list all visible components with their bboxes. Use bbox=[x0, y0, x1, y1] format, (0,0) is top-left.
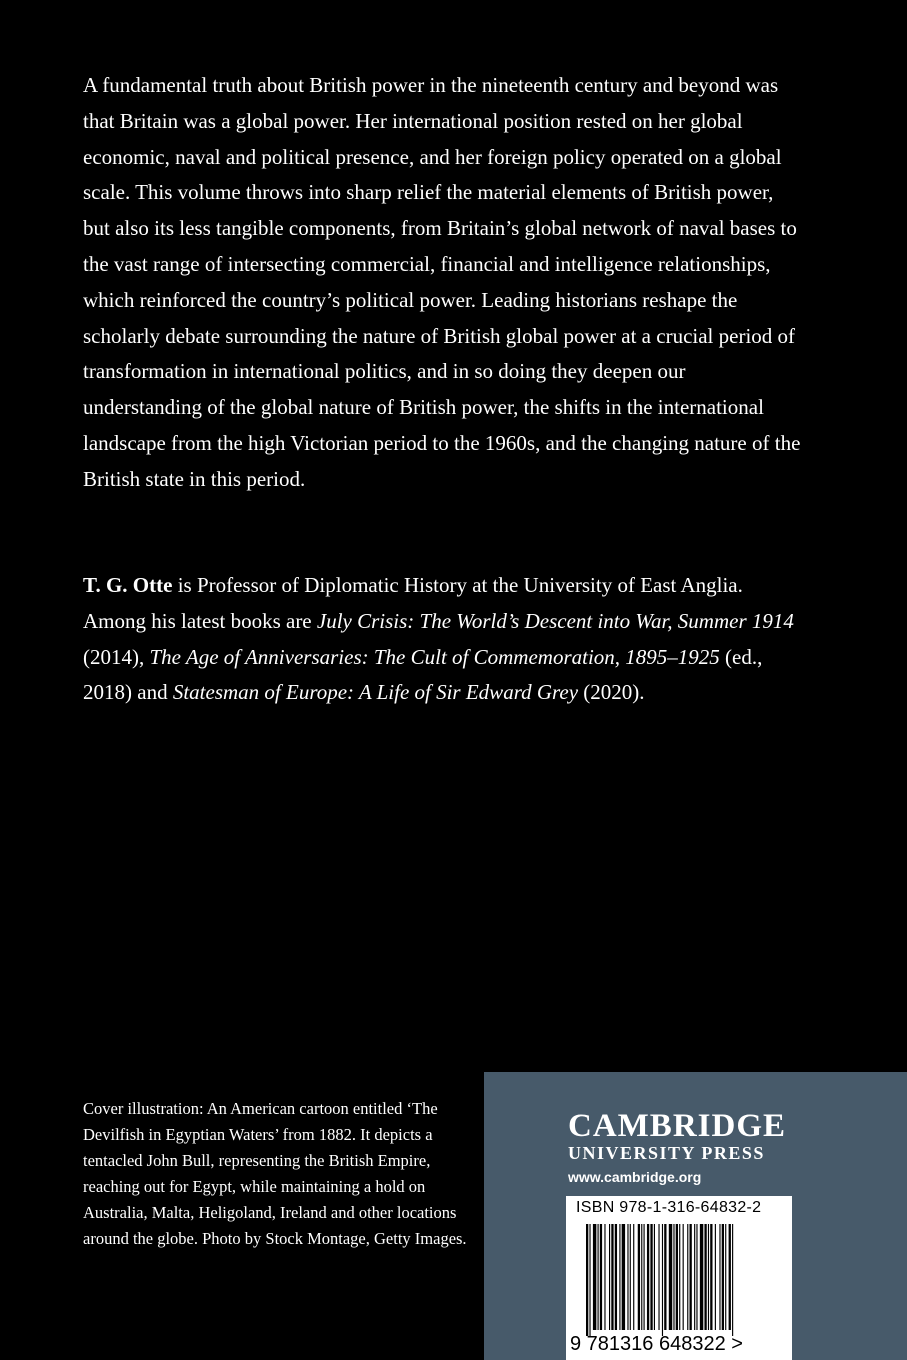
publisher-url: www.cambridge.org bbox=[568, 1169, 702, 1185]
bio-text-2: (2014), bbox=[83, 644, 150, 669]
book-title-age-of-anniversaries: The Age of Anniversaries: The Cult of Commemoration, 1895–1925 bbox=[149, 644, 720, 669]
cover-illustration-credit: Cover illustration: An American cartoon entitled ‘The Devilfish in Egyptian Waters’ from 1882. It depicts a tentacled John Bull, representing the British Empire, reaching out for Egypt, while maintaining a hold on Australia, Malta, Heligoland, Ireland and other locations around the globe. Photo by Stock Montage, Getty Images. bbox=[83, 1099, 467, 1248]
author-name: T. G. Otte bbox=[83, 573, 173, 597]
bio-text-1: is Professor of Diplomatic History at the University of East Anglia. Among his latest books are bbox=[83, 573, 743, 633]
publisher-panel bbox=[484, 1072, 907, 1360]
back-cover-blurb: A fundamental truth about British power in the nineteenth century and beyond was that Britain was a global power. Her international position rested on her global economic, naval and political presence, and her foreign policy operated on a global scale. This volume throws into sharp relief the material elements of British power, but also its less tangible components, from Britain’s global network of naval bases to the vast range of intersecting commercial, financial and intelligence relationships, which reinforced the country’s political power. Leading historians reshape the scholarly debate surrounding the nature of British global power at a crucial period of transformation in international politics, and in so doing they deepen our understanding of the global nature of British power, the shifts in the international landscape from the high Victorian period to the 1960s, and the changing nature of the British state in this period. bbox=[83, 73, 801, 491]
isbn-label: ISBN 978-1-316-64832-2 bbox=[576, 1199, 762, 1216]
publisher-subtitle: UNIVERSITY PRESS bbox=[568, 1143, 765, 1163]
book-title-july-crisis: July Crisis: The World’s Descent into War, Summer 1914 bbox=[316, 608, 794, 633]
barcode-digits: 9 781316 648322 > bbox=[570, 1333, 743, 1355]
author-bio bbox=[83, 568, 803, 711]
barcode-box bbox=[566, 1196, 792, 1360]
bio-text-4: (2020). bbox=[578, 680, 645, 705]
publisher-name: CAMBRIDGE bbox=[568, 1108, 787, 1144]
book-title-statesman-of-europe: Statesman of Europe: A Life of Sir Edward Grey bbox=[172, 680, 579, 705]
bio-text-3: (ed., 2018) and bbox=[83, 644, 763, 705]
